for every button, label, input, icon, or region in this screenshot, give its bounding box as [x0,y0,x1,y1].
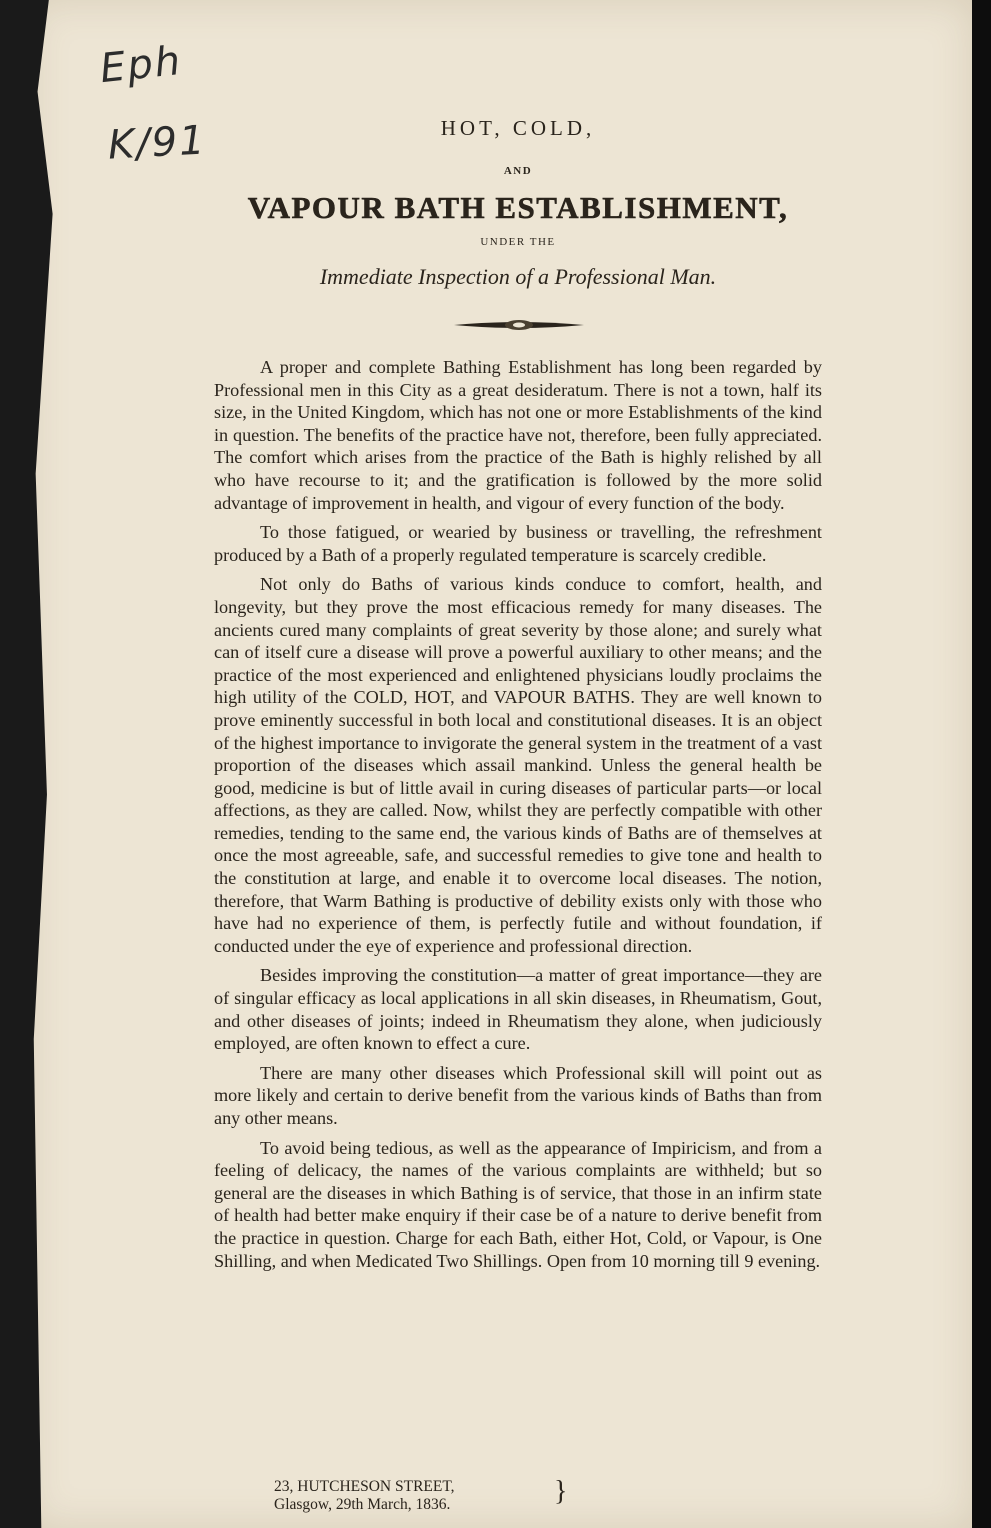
subtitle: Immediate Inspection of a Professional Man. [319,264,717,289]
scan-edge [972,0,991,1528]
under-the: UNDER THE [480,236,556,248]
footer-address-block [274,1476,568,1514]
paragraph-2: To those fatigued, or wearied by business or travelling, the refreshment produced by a Bath of a properly regulated temperature is scarcely credible. [214,522,822,565]
brace-icon: } [554,1476,568,1507]
title-line1: HOT, COLD, [440,116,596,140]
handwritten-shelfmark-line1: Eph [97,37,185,93]
paragraph-6: To avoid being tedious, as well as the appearance of Impiricism, and from a feeling of delicacy, the names of the various complaints are withheld; but so general are the diseases in which Bathing is of service, that those in an infirm state of health had better make enquiry if their case be of a nature to derive benefit from the practice in question. Charge for each Bath, either Hot, Cold, or Vapour, is One Shilling, and when Medicated Two Shillings. Open from 10 morning till 9 evening. [214,1137,822,1271]
paragraph-4: Besides improving the constitution—a matter of great importance—they are of singular efficacy as local applications in all skin diseases, in Rheumatism, Gout, and other diseases of joints; indeed in Rheumatism they alone, when judiciously employed, are often known to effect a cure. [214,965,822,1054]
title-and: AND [503,165,533,177]
main-title: VAPOUR BATH ESTABLISHMENT, [247,190,789,225]
footer-place-date: Glasgow, 29th March, 1836. [274,1496,451,1513]
ornament-divider-icon [454,317,584,333]
handwritten-shelfmark-line2: K/91 [106,117,208,169]
body-text [214,356,822,1272]
paragraph-3: Not only do Baths of various kinds conduce to comfort, health, and longevity, but they prove the most efficacious remedy for many diseases. The ancients cured many complaints of great severity by those alone; and surely what can of itself cure a disease will prove a powerful auxiliary to other means; and the practice of the most experienced and enlightened physicians loudly proclaims the high utility of the COLD, HOT, and VAPOUR BATHS. They are well known to prove eminently successful in both local and constitutional diseases. It is an object of the highest importance to invigorate the general system in the treatment of a vast proportion of the diseases which assail mankind. Unless the general health be good, medicine is but of little avail in curing diseases of particular parts—or local affections, as they are called. Now, whilst they are perfectly compatible with other remedies, tending to the same end, the various kinds of Baths are of themselves at once the most agreeable, safe, and successful remedies to give tone and health to the constitution at large, and enable it to overcome local diseases. The notion, therefore, that Warm Bathing is productive of debility exists only with those who have had no experience of them, is perfectly futile and without foundation, if conducted under the eye of experience and professional direction. [214,574,822,956]
paragraph-1: A proper and complete Bathing Establishment has long been regarded by Professional men in this City as a great desideratum. There is not a town, half its size, in the United Kingdom, which has not one or more Establishments of the kind in question. The benefits of the practice have not, therefore, been fully appreciated. The comfort which arises from the practice of the Bath is highly relished by all who have recourse to it; and the gratification is followed by the more solid advantage of improvement in health, and vigour of every function of the body. [214,357,822,513]
footer-address: 23, HUTCHESON STREET, [274,1478,455,1495]
paragraph-5: There are many other diseases which Professional skill will point out as more likely and certain to derive benefit from the various kinds of Baths than from any other means. [214,1062,822,1128]
